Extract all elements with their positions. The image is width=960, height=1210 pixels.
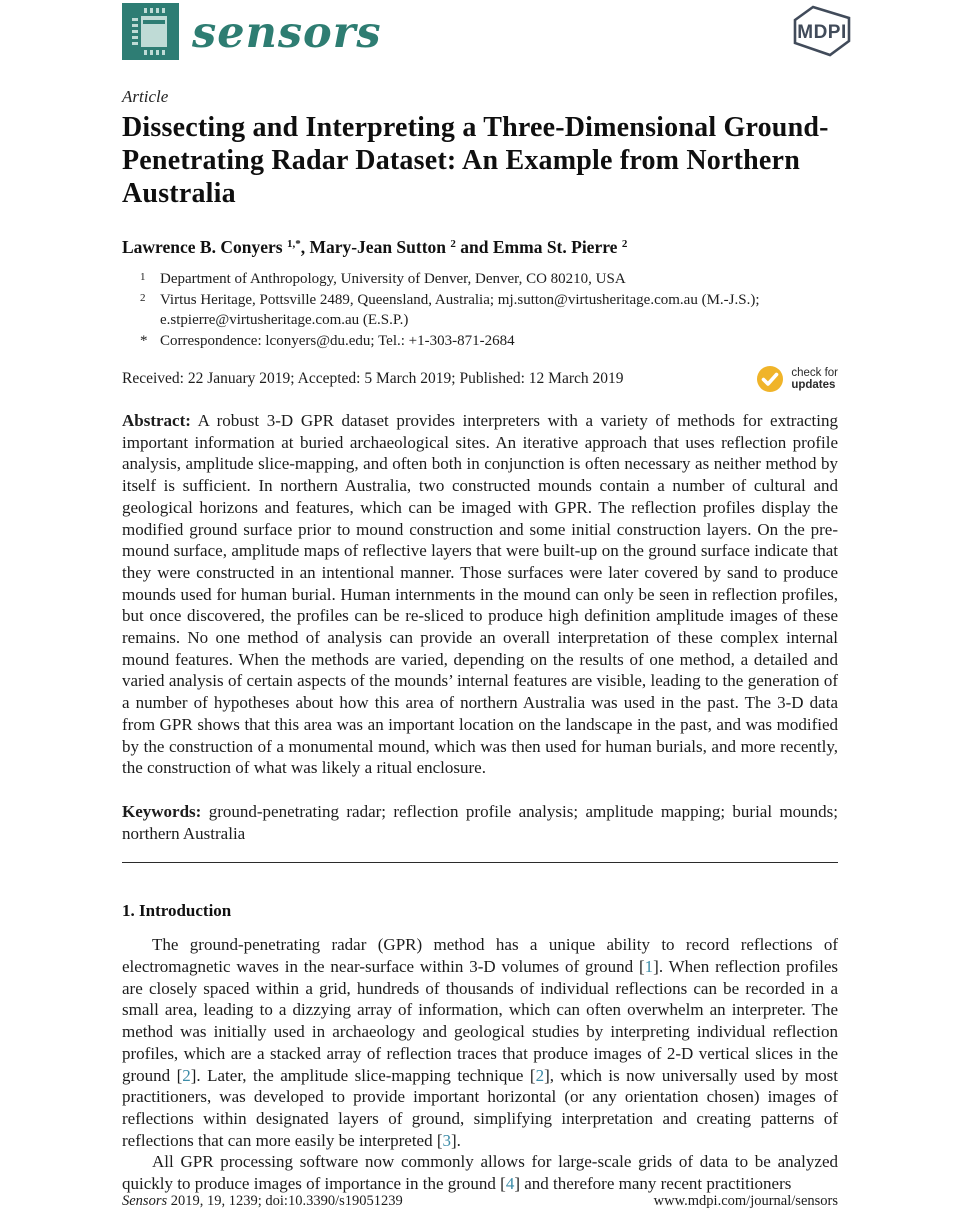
sensors-brand [122, 3, 382, 60]
badge-line1: check for [791, 366, 838, 379]
affiliation-text: Department of Anthropology, University of Denver, Denver, CO 80210, USA [160, 271, 626, 287]
dates-history: Received: 22 January 2019; Accepted: 5 March 2019; Published: 12 March 2019 [122, 370, 624, 387]
affiliation-text: Virtus Heritage, Pottsville 2489, Queensland, Australia; mj.sutton@virtusheritage.com.au (M.-J.S.); e.stpierre@virtusheritage.com.au (E.S.P.) [160, 291, 760, 328]
intro-paragraph-1: The ground-penetrating radar (GPR) method has a unique ability to record reflections of electromagnetic waves in the near-surface within 3-D volumes of ground [1]. When reflection profiles are closely spaced within a grid, hundreds of thousands of individual reflections can be recorded in a small area, leading to a dizzying array of information, which can often overwhelm an interpreter. The method was initially used in archaeology and geological studies by interpreting individual reflection profiles, which are a stacked array of reflection traces that produce images of 2-D vertical slices in the ground [2]. Later, the amplitude slice-mapping technique [2], which is now universally used by most practitioners, was developed to provide important horizontal (or any orientation chosen) images of reflections within designated layers of ground, simplifying interpretation and creating patterns of reflections that can more easily be interpreted [3]. [122, 935, 838, 1150]
affiliations [122, 269, 838, 351]
footer-journal-name: Sensors [122, 1193, 168, 1209]
affiliation-marker: 2 [140, 291, 146, 304]
article-title: Dissecting and Interpreting a Three-Dimensional Ground-Penetrating Radar Dataset: An Example from Northern Australia [122, 112, 829, 209]
section-heading-introduction: 1. Introduction [122, 901, 232, 921]
affiliation [140, 290, 838, 331]
citation-ref[interactable]: 3 [442, 1130, 451, 1150]
keywords [122, 801, 838, 844]
badge-line2: updates [791, 379, 836, 391]
journal-citation [122, 1193, 403, 1210]
abstract [122, 410, 838, 779]
check-for-updates-label [791, 367, 838, 392]
article-type-label: Article [122, 87, 169, 106]
keywords-text: ground-penetrating radar; reflection profile analysis; amplitude mapping; burial mounds; northern Australia [122, 801, 839, 843]
affiliation-text: Correspondence: lconyers@du.edu; Tel.: +1-303-871-2684 [160, 332, 515, 349]
author-superscript: 1,* [286, 238, 301, 250]
citation-ref[interactable]: 1 [644, 957, 654, 977]
affiliation-marker: * [140, 332, 148, 349]
citation-ref[interactable]: 4 [505, 1174, 515, 1194]
affiliation [140, 269, 838, 290]
journal-name: sensors [192, 8, 382, 58]
journal-url-link[interactable]: www.mdpi.com/journal/sensors [653, 1193, 838, 1209]
mdpi-wordmark: MDPI [797, 22, 847, 43]
sensors-chip-icon [122, 3, 179, 60]
abstract-label: Abstract: [122, 411, 191, 430]
intro-paragraph-2: All GPR processing software now commonly allows for large-scale grids of data to be analyzed quickly to produce images of importance in the ground [4] and therefore many recent practitioners [122, 1152, 838, 1194]
affiliation-marker: 1 [140, 271, 146, 283]
page-footer [122, 1193, 838, 1210]
author-superscript: 2 [621, 238, 628, 250]
history-row [122, 365, 838, 393]
authors-line: Lawrence B. Conyers $^{1,*}$, Mary-Jean Sutton $^2$ and Emma St. Pierre $^2$ [122, 237, 628, 257]
keywords-label: Keywords: [122, 801, 202, 821]
journal-header [0, 0, 960, 65]
article-content [122, 87, 838, 1195]
footer-citation-rest: 2019, 19, 1239; doi:10.3390/s19051239 [167, 1193, 403, 1209]
affiliation [140, 331, 838, 352]
citation-ref[interactable]: 2 [535, 1065, 545, 1085]
check-for-updates-badge[interactable] [756, 365, 838, 393]
abstract-text: A robust 3-D GPR dataset provides interpreters with a variety of methods for extracting important information at buried archaeological sites. An iterative approach that uses reflection profile analysis, amplitude slice-mapping, and often both in conjunction is often necessary as neither method by itself is sufficient. In northern Australia, two constructed mounds contain a number of cultural and geological horizons and features, which can be imaged with GPR. The reflection profiles display the modified ground surface prior to mound construction and some initial construction layers. On the pre-mound surface, amplitude maps of reflective layers that were built-up on the ground surface indicate that they were constructed in an intentional manner. Those surfaces were later covered by sand to produce mounds used for human burial. Human internments in the mound can only be seen in reflection profiles, but once discovered, the profiles can be re-sliced to produce high definition amplitude images of these remains. No one method of analysis can provide an overall interpretation of these complex internal mound features. When the methods are varied, depending on the results of one method, a detailed and varied analysis of certain aspects of the mounds’ internal features are visible, leading to the generation of a number of hypotheses about how this area of northern Australia was used in the past. The 3-D data from GPR shows that this area was an important location on the landscape in the past, and was modified by the construction of a monumental mound, which was then used for human burials, and more recently, the construction of what was likely a ritual enclosure. [122, 411, 839, 778]
mdpi-logo-icon [790, 3, 854, 59]
divider-rule [122, 862, 838, 863]
citation-ref[interactable]: 2 [182, 1065, 191, 1085]
author-superscript: 2 [450, 238, 456, 250]
check-circle-icon [756, 365, 784, 393]
